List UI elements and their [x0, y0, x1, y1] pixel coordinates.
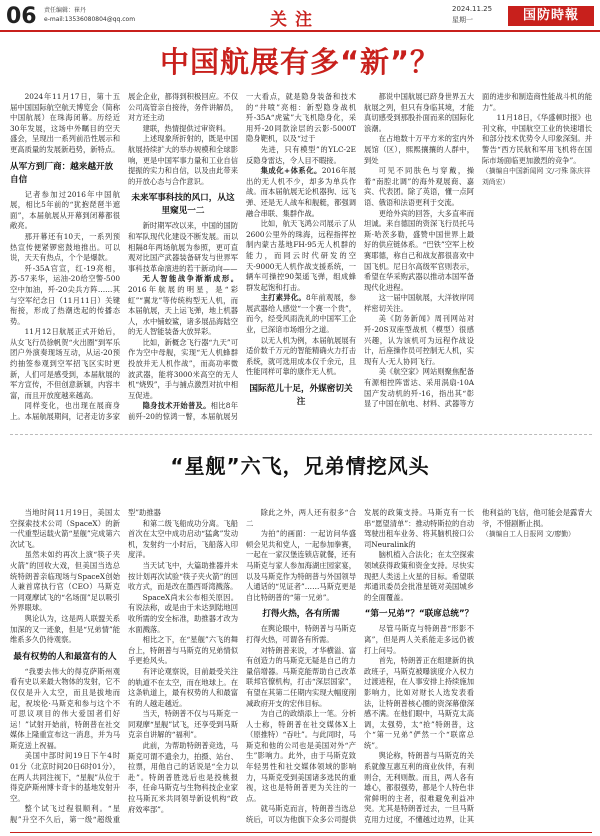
subheading: 未来军事科技的风口，从这里窥见一二	[131, 193, 235, 217]
body-paragraph: 这一届中国航展，大洋彼岸同样密切关注。	[364, 293, 474, 313]
body-paragraph: 舆论认为，这是两人联盟关系加深的又一迹象，但是“兄弟情”能维系多久仍待观察。	[10, 613, 120, 645]
body-paragraph: 歼-35A官宣，红-19亮相，苏-57来华，运油-20给空警-500空中加油，歼-20尖兵方阵……其与空军纪念日（11月11日）关键衔接，形成了热潮迭起的传播态势。	[10, 263, 120, 326]
paragraph-keyword: 主打素异化。	[260, 293, 306, 303]
editor-name: 责任编辑：崔丹	[44, 7, 87, 14]
body-paragraph: 就马斯克而言，特朗普当选总统后，可以为他旗下众多公司提供发展的政策支持。马斯克有一长串“愿望清单”：推动特斯拉的自动驾驶出租车业务、将其脑机接口公司Neuralink的	[246, 508, 474, 825]
source-credit: （摘编自工人日报网 文/廖勤）	[482, 530, 575, 539]
body-paragraph: 建联，热情提供过审资料。	[142, 123, 231, 133]
body-paragraph: 记者参加过2016年中国航展，相比5年前的“犹抱琵琶半遮面”，本届航展从开幕到闭幕都很敞亮。	[10, 189, 120, 231]
body-paragraph: 虽然未如约再次上演“筷子夹火箭”的回收大戏，但美国当选总统特朗普亲临现场与SpaceX创始人兼首席执行官（CEO）马斯克一同观摩试飞的“名场面”足以吸引外界眼球。	[10, 550, 120, 613]
body-paragraph: 当天，特朗普不仅与马斯克一同观摩“星舰”试飞，还享受到马斯克亲自讲解的“福利”。	[128, 709, 238, 740]
body-paragraph: 为拍”的画面：一起访问华盛顿会见共和党人，一起参加拳赛，一起在一家汉堡连锁店就餐，还有马斯克与家人参加海湖庄园家宴，以及马斯克作为特朗普与外国领导人通话的“见证者”……马斯克更是自比特朗普的“第一兄弟”。	[246, 529, 356, 602]
body-paragraph: 2024年11月17日，第十五届中国国际航空航天博览会（简称中国航展）在珠海闭幕。历经近30年发展，这场中外瞩目的空天盛会，呈现出一系列前沿性展示和更高质量的发展新趋势，新特点。	[10, 92, 120, 154]
body-paragraph: 整个试飞过程很顺利。“星舰”升空不久后，第一级“超级重型”助推器	[10, 508, 161, 825]
article-divider	[10, 434, 592, 435]
body-paragraph: 美《航空家》网站则聚焦配备有源相控阵雷达、采用涡扇-10A国产发动机的歼-16，指出其“彰显了中国在航电、材料、武器等方面的进步和制造商性能战斗机的能力”。	[364, 92, 592, 409]
body-paragraph: 更给外宾的回答，大多直率而坦诚。来自德国的资深飞行员托马斯·哈茨多勒，盛赞中国世界上最好的供应链体系。“巴铁”空军上校赛耶德，称自己和战友都很喜欢中国飞机。尼日尔高级军官则表示，希望在华采购武器以推动本国军备现代化进程。	[364, 208, 474, 292]
body-paragraph: 美《防务新闻》周刊网站对歼-20S双座型战机（模型）很感兴趣，认为该机可为远程作战设计，后座操作员可控制无人机，实现有人-无人协同飞行。	[364, 314, 474, 366]
editor-email: e-mail:13536080804@qq.com	[44, 16, 136, 23]
article2-body	[10, 508, 592, 830]
date-text: 2024.11.25	[452, 5, 493, 13]
subheading: 打得火热，各有所需	[262, 609, 340, 620]
body-paragraph	[128, 274, 238, 338]
body-paragraph: 当地时间11月19日，美国太空探索技术公司（SpaceX）的新一代重型运载火箭“星舰”完成第六次试飞。	[10, 508, 120, 549]
body-paragraph: 先进，只有模型”的YLC-2E反隐身雷达，令人目不暇接。	[246, 144, 356, 165]
source-credit: （摘编自中国新闻网 文/刁殊 陈庆祥 刘尚宏）	[482, 167, 591, 186]
body-paragraph: 在舆论眼中，特朗普与马斯克打得火热，可谓各有所需。	[246, 624, 356, 644]
body-paragraph: 当天试飞中，大篇助推器并未按计划再次试验“筷子夹火箭”的回收方式，而是改在墨西哥湾溅落。	[128, 560, 238, 592]
body-paragraph: 除此之外，两人还有很多“合二	[246, 508, 356, 528]
body-paragraph: 在占地数十万平方米的室内外展馆（区），熙熙攘攘的人群中，到处	[364, 134, 474, 165]
body-paragraph: 舆论称，特朗普与马斯克的关系就像互惠互利的商业伙伴，有利则合，无利则散。而且，两人各有雄心，都很强势，都是个人特色非常鲜明的主者，很难避免利益冲突。尤其是特朗普过去，一旦马斯克用力过度，不懂越过边界，让其他利益的飞信，他可能会是露背大爷，不惜剧断止损。	[364, 508, 592, 825]
body-paragraph: 11月12日航展正式开始后，从女飞行员徐帆贺“火出圈”到军乐团户外演奏现场互动，从运-20预约抽签参观到空军招飞区实时更新，人们可是感受到，本届航展的军方宣传，不但创意新颖，内容丰富，而且开放度越来越高。	[10, 327, 120, 400]
paragraph-keyword: 集成化+体系化。	[260, 166, 322, 176]
body-paragraph: 那开幕还有10天，一系列预热宣传便紧锣密鼓地推出。可以说，天天有热点，个个是爆款。	[10, 231, 120, 263]
body-paragraph	[246, 166, 356, 219]
paragraph-text: 相比8年前歼-20的惊鸿一瞥，本届航展另一大看点，就是隐身装备和技术的“井喷”亮相：新型隐身战机歼-35A“虎鲨”大飞机隐身化，采用歼-20同款涂层的云影-5000T隐身靶机，以及“过于	[128, 92, 356, 422]
body-paragraph: “我要去伟大的得克萨斯州观看有史以来最大物体的发射，它不仅仅是升入太空，而且是拔地而起，祝埃伦·马斯克和参与这个不可思议项目的伟大爱国者们好运！”试射开始前，特朗普在社交媒体上隆重宣布这一消息，并为马斯克送上祝福。	[10, 666, 120, 750]
newspaper-logo: 国防時報	[508, 6, 594, 26]
subheading: 最有权势的人和最富有的人	[13, 651, 117, 662]
paragraph-keyword: 无人智能战争渐渐成形。	[142, 274, 238, 284]
body-paragraph: 都说中国航展已跻身世界五大航展之列，但只有身临其境，才能真切感受到那股扑面而来的国际化浪潮。	[364, 92, 474, 133]
section-title: 关注	[270, 10, 320, 30]
bottom-rule	[10, 832, 592, 833]
body-paragraph: 以无人机为例，本届航展展有适价数千万元的智能精确火力打击系统，就可选用成本仅千余元，且性能同样可靠的康作无人机。	[246, 335, 356, 377]
article1-body	[10, 92, 592, 428]
paragraph-text: 8年前观展，参展武器给人感觉“一个赛一个贵”，而今，经受风雨洗礼的中国军工企业，已深谙市场细分之道。	[246, 293, 356, 335]
body-paragraph: 此前，为帮助特朗普竞选，马斯克可谓不遗余力，拍摄、站台、拉票，用他自己的话说是“全力以赴”。特朗普胜选后也是投桃报李，任命马斯克与生物科技企业家拉马斯瓦米共同领导新设机构“政府效率部”。	[128, 741, 238, 814]
body-paragraph: 对特朗普来说，才华横溢、富有创造力的马斯克无疑是自己的力量倍增器。马斯克能帮助自己改革联邦官僚机构，打击“深层国家”，有望在其第二任期内实现大幅度削减政府开支的宏伟目标。	[246, 645, 356, 708]
body-paragraph: 上述现象所折射的，既是中国航展持续扩大的举办规模和全球影响，更是中国军事力量和工业自信提振的实力和自信，以及由此带来的开放心态与合作意识。	[128, 134, 238, 186]
body-paragraph: 有评论观察说，目前最受关注的轨道不在太空，而在地球上。在这条轨道上，最有权势的人和最富有的人越走越近。	[128, 666, 238, 708]
body-paragraph: 比如，新概念飞行器“九天”可作为空中母舰，实现“无人机蜂群投放并无人机作战”，而高功率微波武器，能将3000米高空的无人机“烧毁”，手与捕点激烈对抗中相互促进。	[128, 337, 238, 400]
article2-title: “星舰”六飞，兄弟情挖风头	[170, 454, 430, 478]
subheading: 国际范儿十足，外媒密切关注	[249, 384, 353, 408]
editor-info	[44, 6, 135, 24]
body-paragraph: 为自己的政绩添上一笔。分析人士称，特朗普在社交媒体X上（原推特）“吞吐”。与此同时，马斯克和他的公司也是美国对外“产生”影响力。此外，由于马斯克致年轻男性和社交媒体领域的影响力，马斯克受到美国诸多选民的重视，这也是特朗普更为关注的一点。	[246, 709, 356, 803]
body-paragraph: 新时期军改以来，中国的国防和军队现代化建设不断发展。而以相隔8年两场航展为参照，更可直观对比国产武器装备研发与世界军事科技革命演进的若干新动向——	[128, 221, 238, 273]
paragraph-text: 2016年航展的明星，是“彩虹”“翼龙”等传统构型无人机，而本届航展，天上运飞弹，地上机器人，水中铺蛟鲨，诸多展品海陆空的无人智能装备大放异彩。	[128, 284, 238, 337]
body-paragraph: SpaceX尚未公布相关原因。有说法称，或是由于未达到陆地回收所需的安全标准，助推器才改为水面溅落。	[128, 592, 238, 634]
subheading: 从军方到厂商：越来越开放自信	[10, 161, 114, 185]
paragraph-text: 2016年展出的无人机不少，却多为单兵作战。而本届航展无论机器狗、远飞弹、还是无人战车和舰艇，都强调融合串联、集群作战。	[246, 166, 356, 218]
body-paragraph: 比如，航天飞鸿公司展示了从2600公里外的珠海，远程指挥控制内蒙古基地FH-95无人机群的能力，而同云时代研发的空天-9000无人机作战支援系统，一辆车可操控90架遥飞弹，组成蜂群发起饱和打击。	[246, 219, 356, 292]
page-header	[0, 0, 600, 32]
body-paragraph: 可见不同肤色与穿戴，操着“南腔北调”的海外观展商、嘉宾、代表团。除了英语，懂一点阿语、俄语和法语更利于交流。	[364, 166, 474, 207]
body-paragraph: 11月18日，《华盛顿时报》也刊文称，中国航空工业的快速增长和部分技术优势令人印象深刻。并警告“西方民航和军用飞机将在国际市场面临更加激烈的竞争”。	[482, 113, 592, 165]
body-paragraph: 同样变化，也出现在展商身上。本届航展期间，记者走访多家展企企业，都得到积极回应。不仅公司高管亲自接待，务件讲解员，对方还主动	[10, 92, 238, 422]
issue-date	[452, 4, 492, 26]
article1-title: 中国航展有多“新”？	[159, 45, 441, 79]
subheading: “第一兄弟”？“联席总统”？	[364, 609, 474, 620]
body-paragraph: 和第二级飞船成功分离。飞船首次在太空中成功启动“猛禽”发动机，发射约一小时后，飞船落入印度洋。	[128, 518, 238, 560]
body-paragraph: 首先，特朗普正在组建新的执政班子，马斯克被曝演度介入权力过渡进程，在人事安排上持续施加影响力，比如对财长人选发表看法，让特朗普核心圈的资深幕僚深感不满。在他们眼中，马斯克太高调，太强势，太“抢”特朗普，这个“第一兄弟”俨然一个“联席总统”。	[364, 656, 474, 750]
body-paragraph	[246, 293, 356, 335]
body-paragraph: 相比之下，在“星舰”六飞的舞台上，特朗普与马斯克的兄弟情似乎更抢风头。	[128, 635, 238, 666]
weekday-text: 星期一	[452, 16, 473, 24]
body-paragraph: 美国中部时间19日下午4时01分（北京时间20日6时01分），在两人共同注视下，“星舰”从位于得克萨斯州博卡奇卡的基地发射升空。	[10, 751, 120, 803]
paragraph-keyword: 隐身技术开始普及。	[142, 401, 211, 411]
body-paragraph: 脑机植入合法化；在太空探索领域获得政策和资金支持。尽快实现把人类送上火星的目标。希望联邦通讯委员会批准星链对美国城乡的全面覆盖。	[364, 550, 474, 602]
page-number: 06	[6, 4, 37, 29]
body-paragraph: 尽管马斯克与特朗普“形影不离”，但是两人关系能走多远仍被打上问号。	[364, 624, 474, 655]
